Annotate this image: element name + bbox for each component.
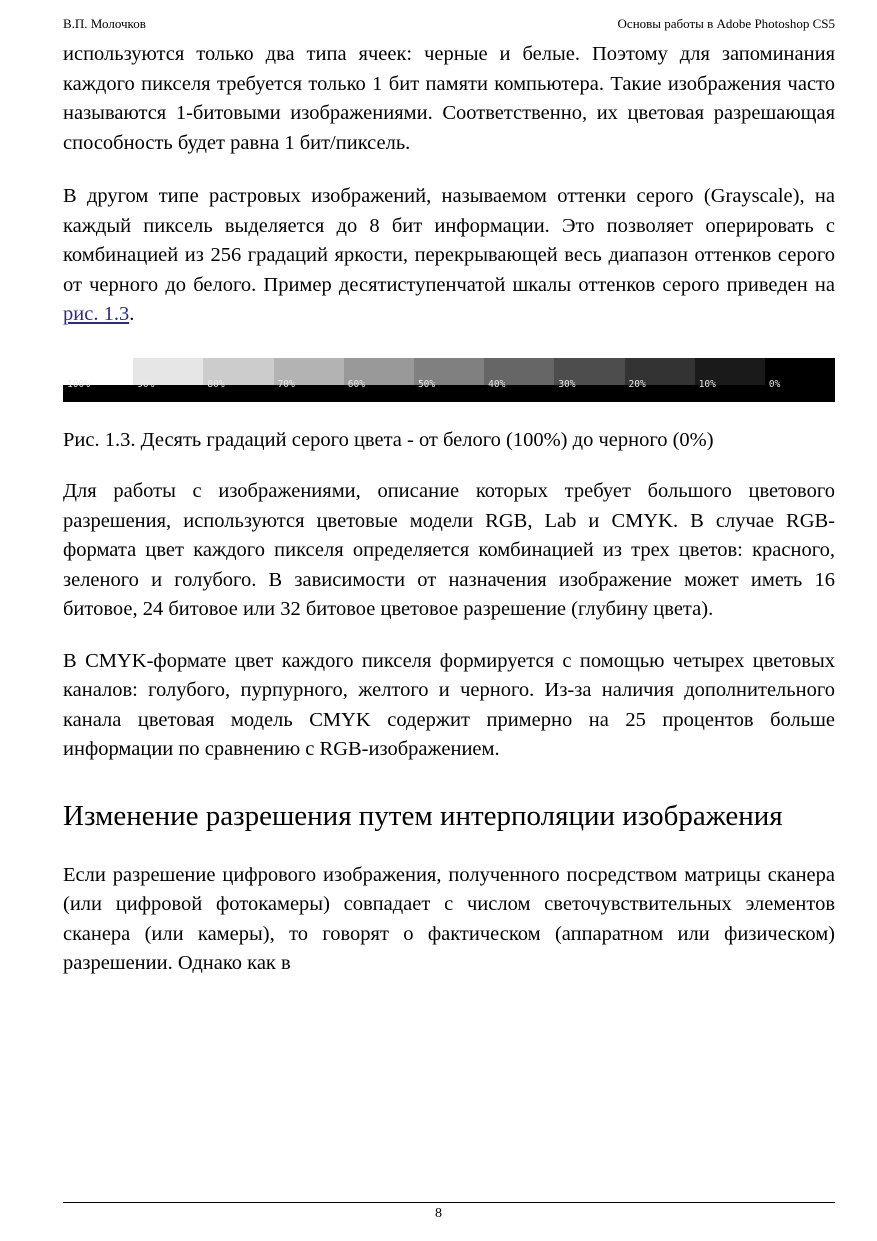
- grayscale-step-label: 20%: [628, 378, 646, 390]
- running-header: [63, 16, 835, 36]
- paragraph-2-text: В другом типе растровых изображений, называемом оттенки серого (Grayscale), на каждый пиксель выделяется до 8 бит информации. Это позволяет оперировать с комбинацией из 256 градаций яркости, перекрывающей весь диапазон оттенков серого от черного до белого. Пример десятиступенчатой шкалы оттенков серого приведен на: [63, 185, 835, 296]
- grayscale-step: [554, 358, 624, 402]
- grayscale-step: [274, 358, 344, 402]
- header-book-title: Основы работы в Adobe Photoshop CS5: [617, 16, 835, 31]
- figure-caption: Рис. 1.3. Десять градаций серого цвета - от белого (100%) до черного (0%): [63, 428, 714, 451]
- paragraph-1: используются только два типа ячеек: черные и белые. Поэтому для запоминания каждого пикселя требуется только 1 бит памяти компьютера. Такие изображения часто называются 1-битовыми изображениями. Соответственно, их цветовая разрешающая способность будет равна 1 бит/пиксель.: [63, 43, 835, 154]
- paragraph-3: Для работы с изображениями, описание которых требует большого цветового разрешения, используются цветовые модели RGB, Lab и CMYK. В случае RGB-формата цвет каждого пикселя определяется комбинацией из трех цветов: красного, зеленого и голубого. В зависимости от назначения изображение может иметь 16 битовое, 24 битовое или 32 битовое цветовое разрешение (глубину цвета).: [63, 480, 835, 620]
- paragraph-2-end: .: [129, 303, 135, 325]
- grayscale-step-label: 0%: [768, 378, 781, 390]
- page-content: [63, 40, 835, 979]
- section-heading: Изменение разрешения путем интерполяции изображения: [63, 799, 783, 832]
- figure-1-3-link[interactable]: рис. 1.3: [63, 303, 130, 325]
- grayscale-step: [695, 358, 765, 402]
- grayscale-step: [203, 358, 273, 402]
- grayscale-step: [63, 358, 133, 402]
- header-author: В.П. Молочков: [63, 16, 146, 31]
- paragraph-5: Если разрешение цифрового изображения, полученного посредством матрицы сканера (или цифровой фотокамеры) совпадает с числом светочувствительных элементов сканера (или камеры), то говорят о фактическом (аппаратном или физическом) разрешении. Однако как в: [63, 863, 835, 974]
- grayscale-step: [133, 358, 203, 402]
- grayscale-step: [484, 358, 554, 402]
- grayscale-step-label: 10%: [698, 378, 716, 390]
- paragraph-2: [63, 182, 835, 330]
- grayscale-step-label: 100%: [67, 378, 90, 390]
- grayscale-step: [414, 358, 484, 402]
- grayscale-step: [344, 358, 414, 402]
- footer-rule: [63, 1202, 835, 1203]
- grayscale-step-label: 50%: [417, 378, 436, 390]
- grayscale-step-label: 70%: [277, 378, 295, 390]
- grayscale-step-label: 30%: [558, 378, 576, 390]
- grayscale-step-label: 90%: [137, 378, 155, 390]
- page-number: 8: [435, 1206, 442, 1221]
- grayscale-scale-figure: [63, 358, 835, 402]
- grayscale-step-label: 80%: [207, 378, 225, 390]
- grayscale-step: [765, 358, 835, 402]
- grayscale-step-label: 40%: [488, 378, 506, 390]
- grayscale-step: [625, 358, 695, 402]
- paragraph-4: В CMYK-формате цвет каждого пикселя формируется с помощью четырех цветовых каналов: голубого, пурпурного, желтого и черного. Из-за наличия дополнительного канала цветовая модель CMYK содержит примерно на 25 процентов больше информации по сравнению с RGB-изображением.: [63, 649, 835, 760]
- grayscale-step-label: 60%: [347, 378, 365, 390]
